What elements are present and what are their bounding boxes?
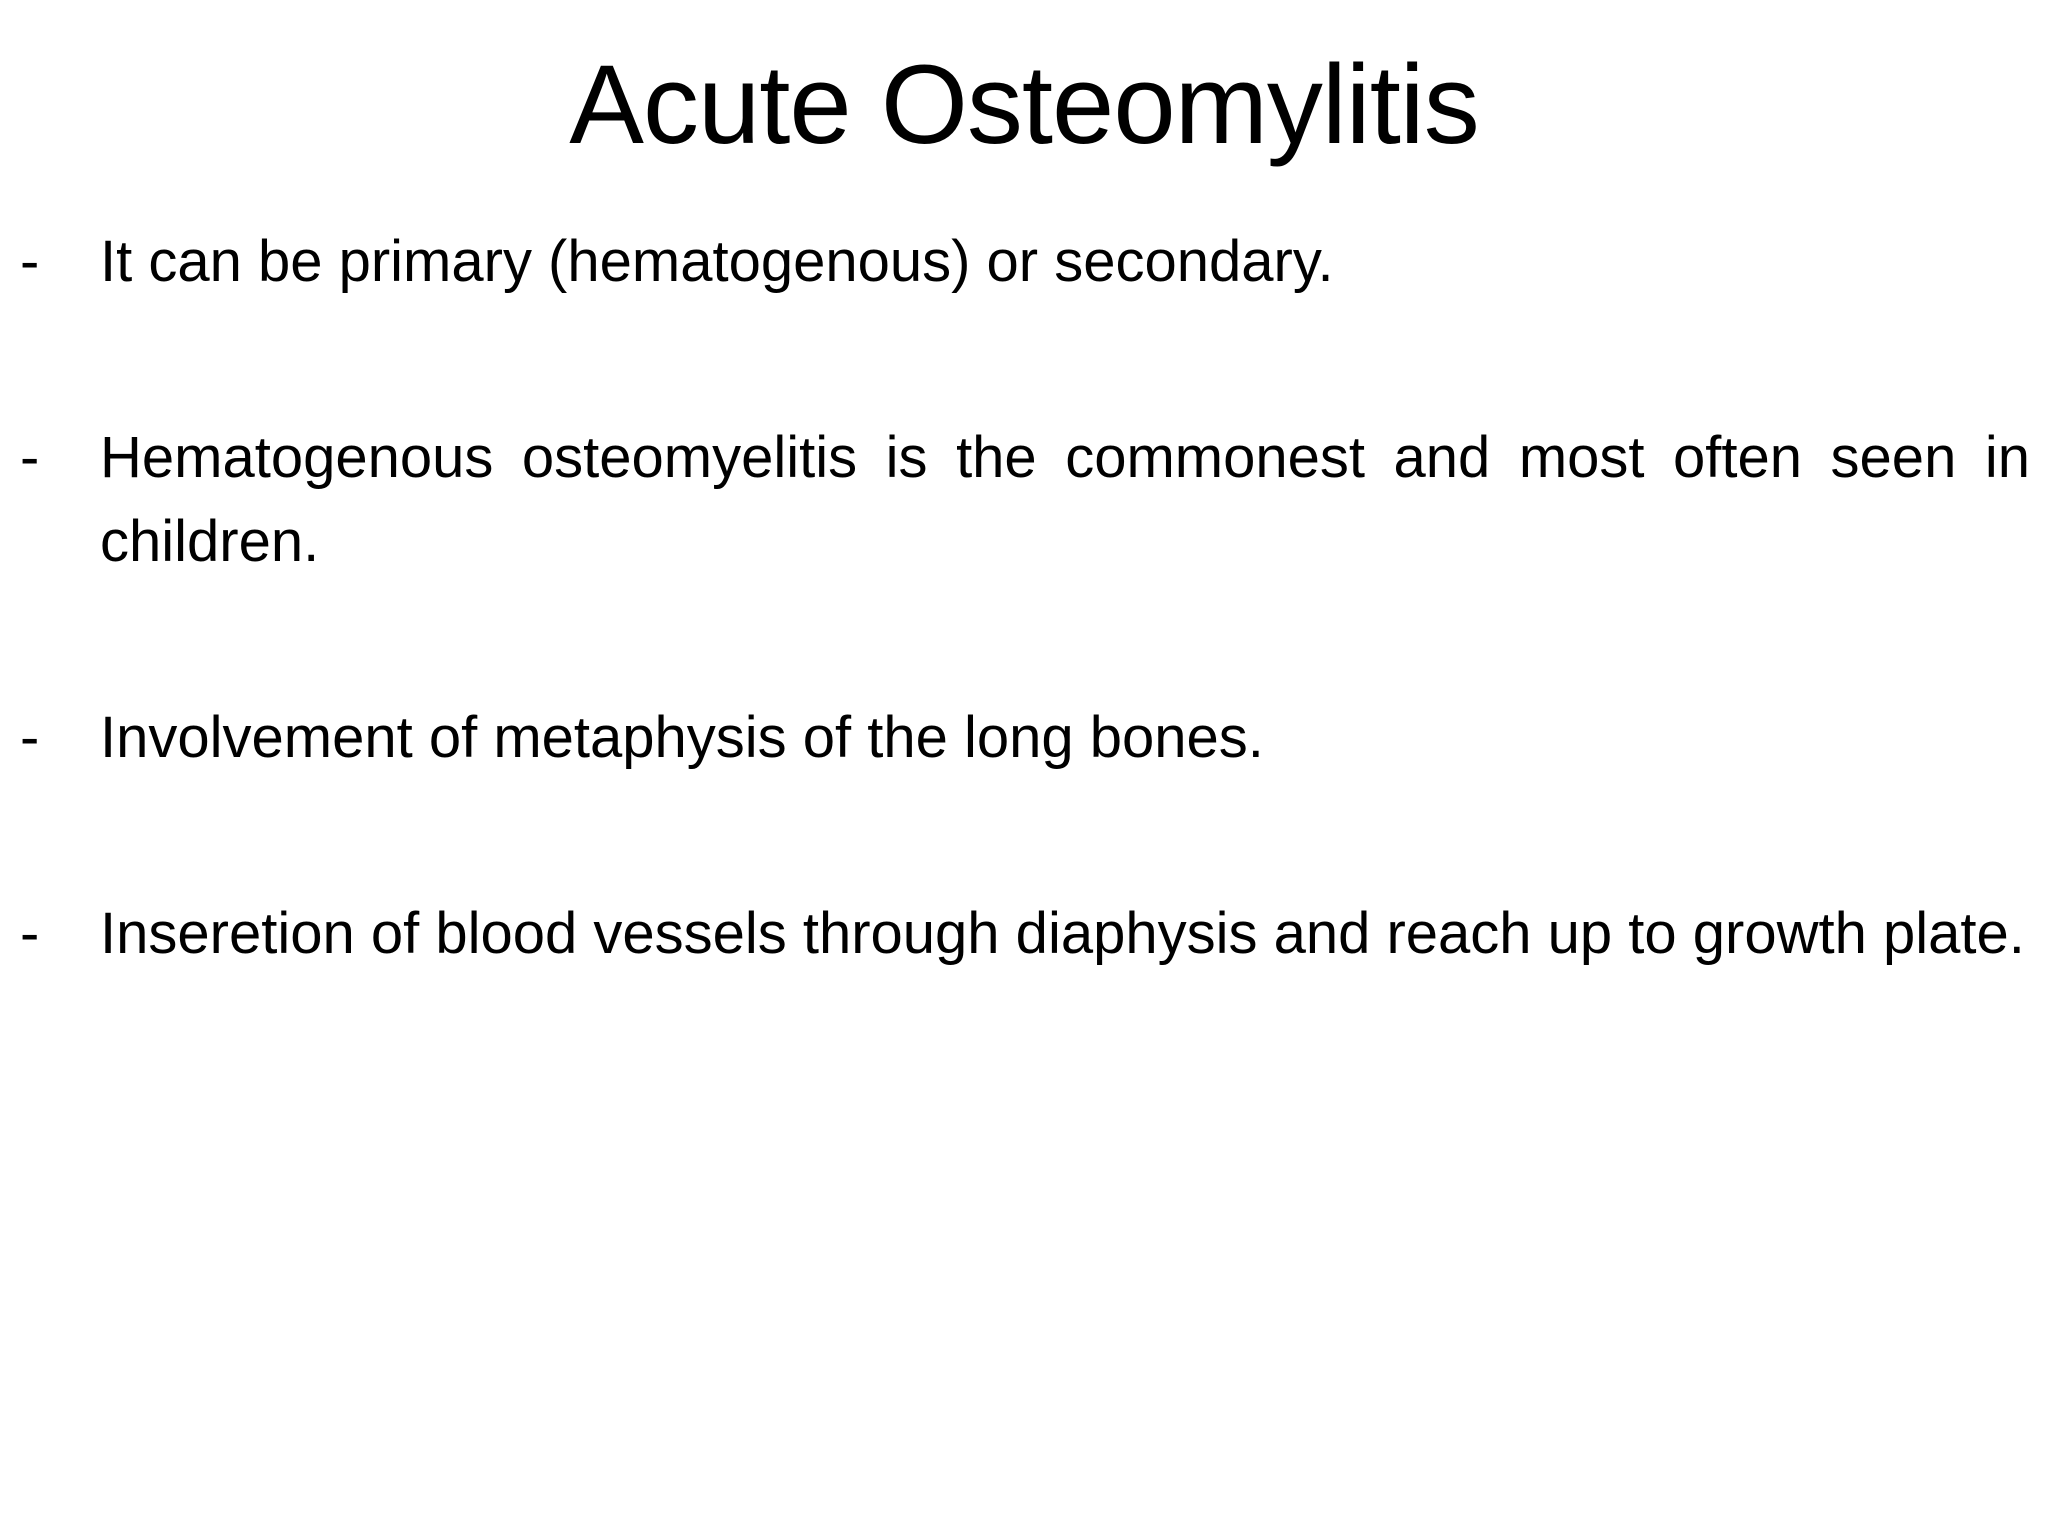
bullet-text: Hematogenous osteomyelitis is the commonest and most often seen in children.	[100, 425, 2030, 574]
bullet-marker: -	[20, 705, 40, 770]
bullet-item	[20, 416, 2030, 584]
bullet-item	[20, 220, 2030, 304]
slide-title: Acute Osteomylitis	[569, 42, 1479, 167]
bullet-item	[20, 892, 2030, 976]
bullet-list	[20, 220, 2030, 976]
bullet-text: Inseretion of blood vessels through diaphysis and reach up to growth plate.	[100, 901, 2025, 966]
bullet-text: Involvement of metaphysis of the long bones.	[100, 705, 1264, 770]
bullet-marker: -	[20, 229, 40, 294]
bullet-marker: -	[20, 425, 40, 490]
bullet-item	[20, 696, 2030, 780]
bullet-marker: -	[20, 901, 40, 966]
bullet-text: It can be primary (hematogenous) or secondary.	[100, 229, 1334, 294]
